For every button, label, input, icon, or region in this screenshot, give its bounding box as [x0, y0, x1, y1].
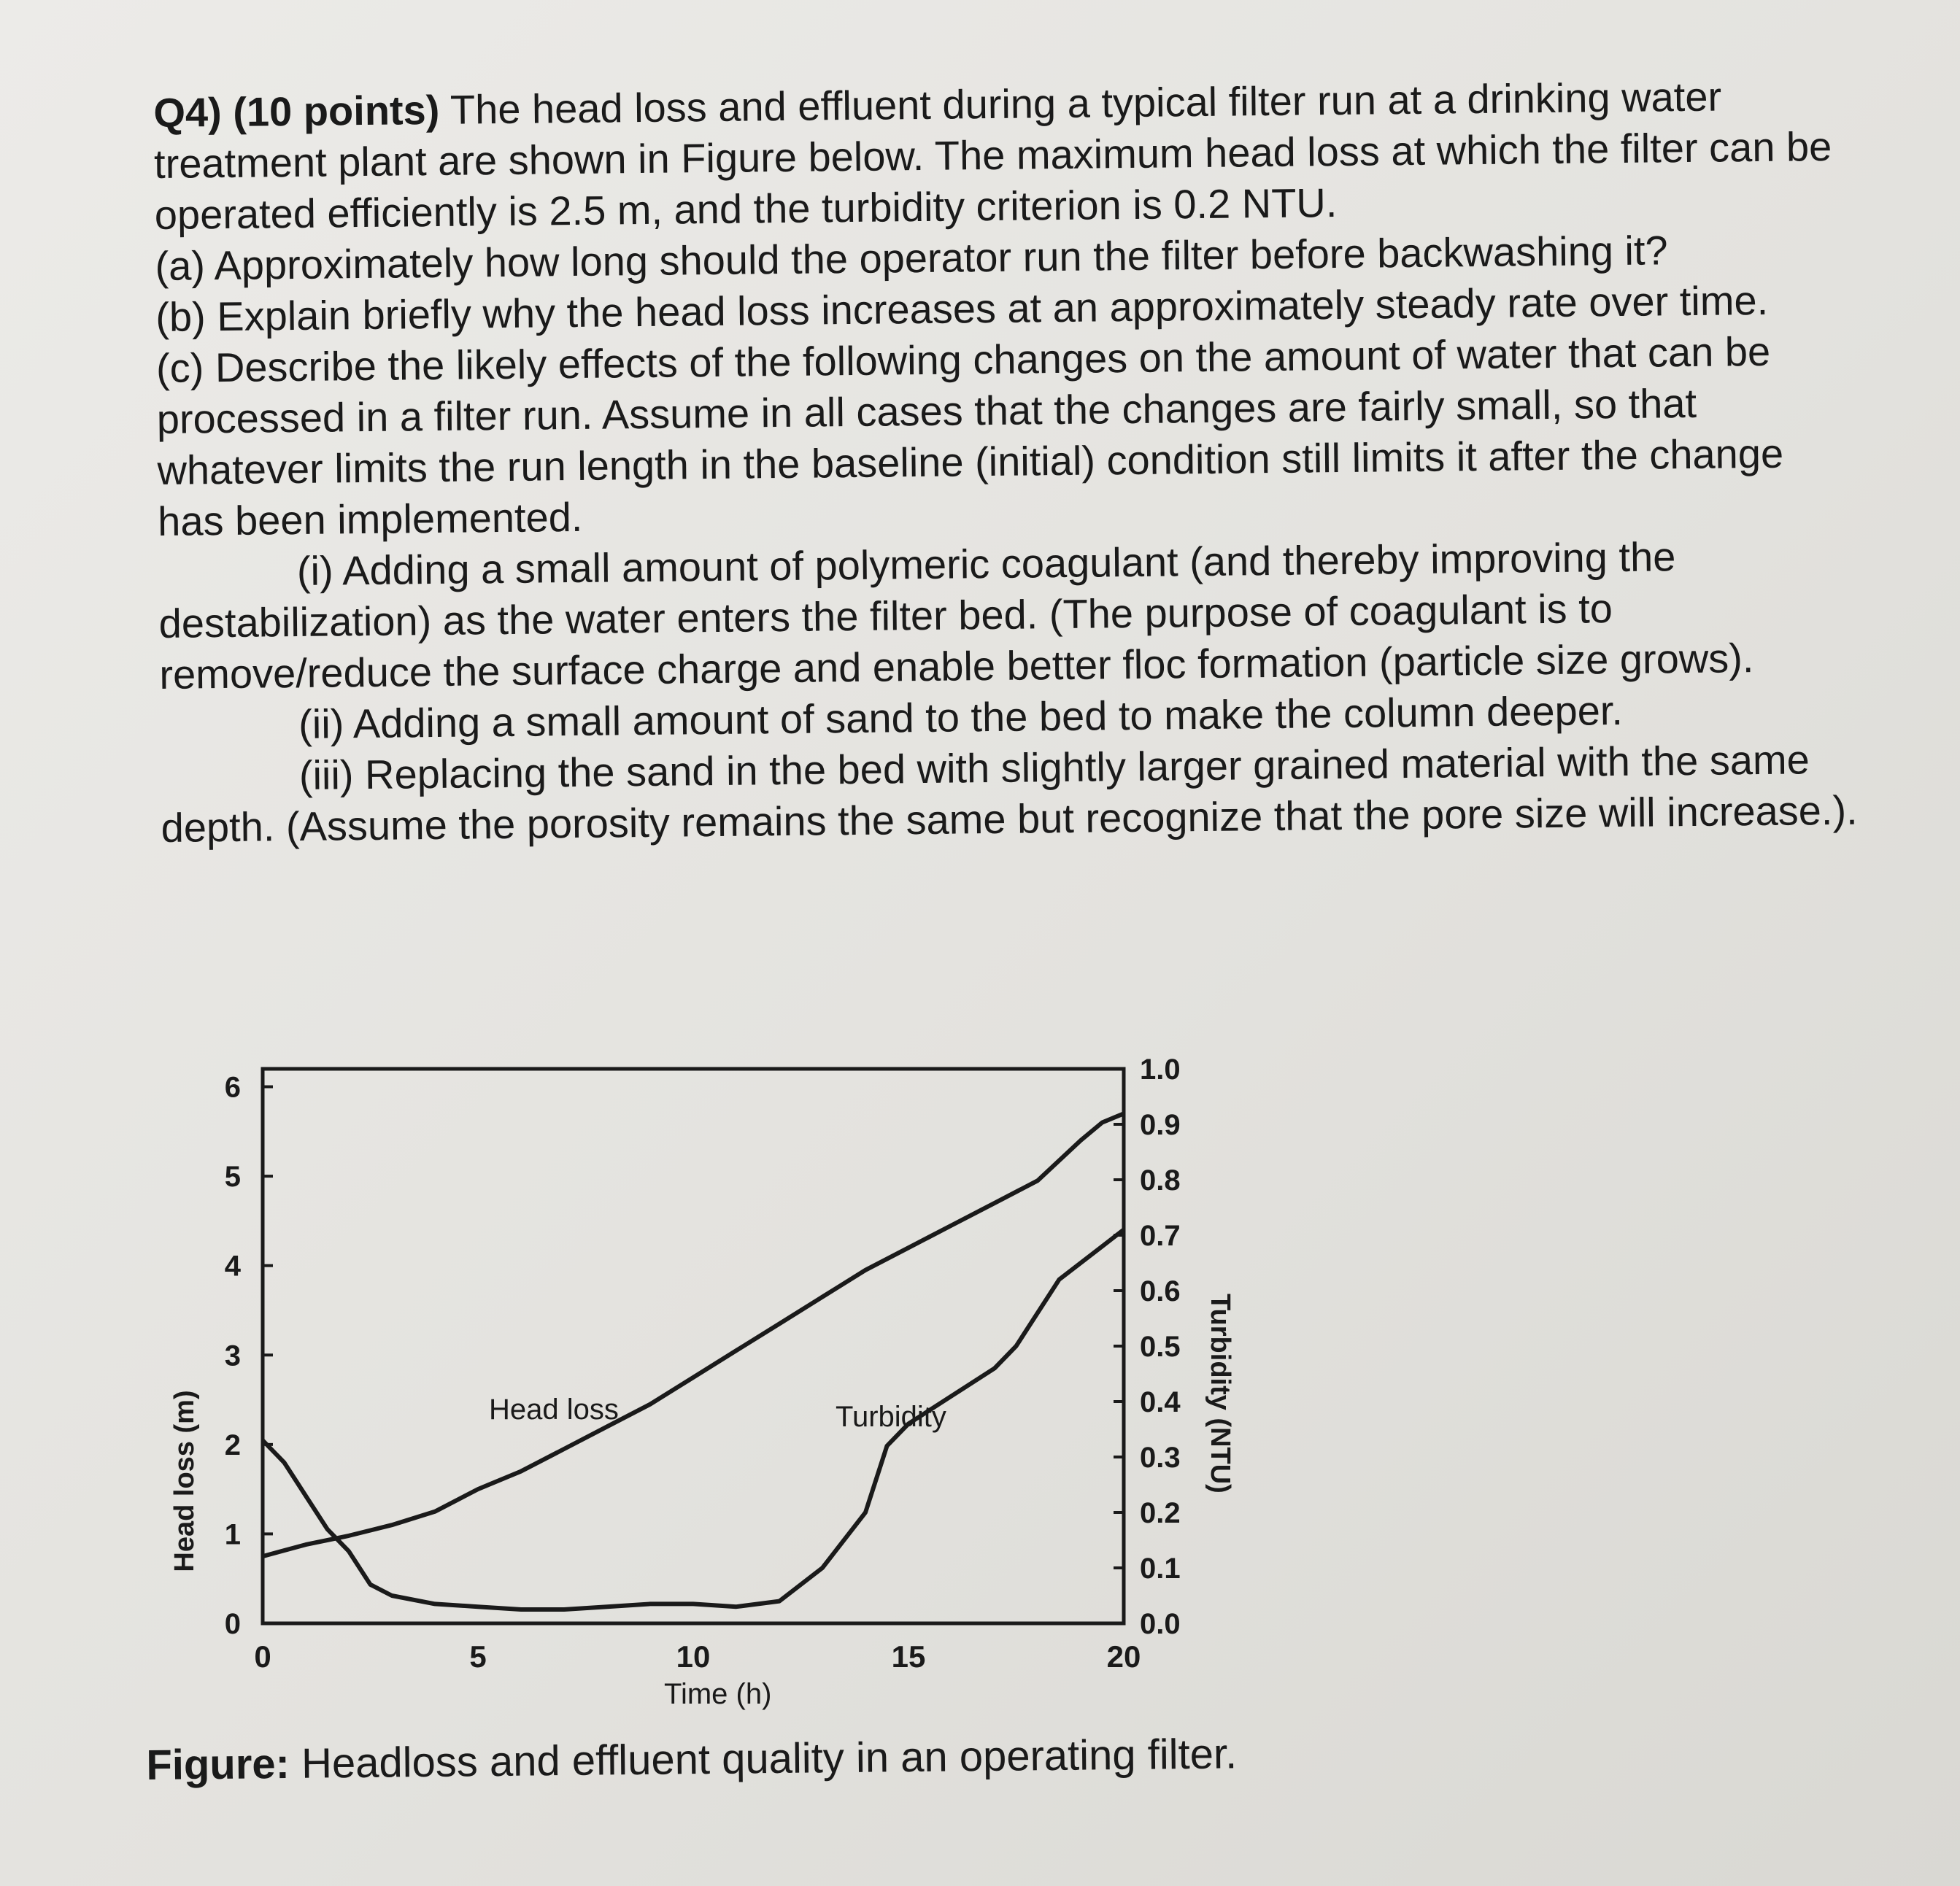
right-tick-label: 0.4 — [1140, 1386, 1181, 1418]
question-text — [153, 70, 1861, 854]
headloss-turbidity-chart — [139, 1036, 1350, 1729]
question-intro — [153, 70, 1855, 241]
head-loss-series-label: Head loss — [489, 1394, 619, 1426]
part-b: (b) Explain briefly why the head loss increases at an approximately steady rate over time. — [155, 277, 1769, 340]
left-tick-label: 6 — [224, 1071, 241, 1104]
right-tick-label: 0.8 — [1140, 1164, 1181, 1197]
right-tick-label: 0.2 — [1140, 1497, 1181, 1529]
right-tick-label: 1.0 — [1140, 1054, 1181, 1086]
figure-caption-label: Figure: — [146, 1739, 290, 1789]
left-tick-label: 3 — [224, 1340, 241, 1372]
figure-caption — [146, 1728, 1238, 1791]
part-c-iii — [161, 734, 1861, 854]
part-c-i — [158, 530, 1860, 700]
left-tick-label: 0 — [224, 1608, 241, 1640]
right-tick-label: 0.9 — [1140, 1109, 1181, 1141]
head-loss-line — [263, 1113, 1124, 1556]
figure-caption-text: Headloss and effluent quality in an operating filter. — [301, 1730, 1238, 1788]
question-statement: The head loss and effluent during a typical filter run at a drinking water treatment plant are shown in Figure below. The maximum head loss at which the filter can be operated efficiently is 2.5 m, and the turbidity criterion is 0.2 NTU. — [153, 73, 1832, 238]
x-tick-label: 5 — [469, 1639, 487, 1674]
turbidity-line — [263, 1229, 1124, 1609]
part-c-i-text: (i) Adding a small amount of polymeric coagulant (and thereby improving the destabilization) as the water enters the filter bed. (The purpose of coagulant is to remove/reduce the surface charge and enable better floc formation (particle size grows). — [158, 533, 1754, 697]
left-tick-label: 4 — [224, 1250, 241, 1283]
filter-run-figure — [139, 1036, 1350, 1729]
x-axis-ticks — [254, 1639, 1141, 1674]
plot-frame — [263, 1069, 1124, 1623]
left-axis-label: Head loss (m) — [169, 1390, 200, 1572]
x-tick-label: 15 — [891, 1639, 926, 1674]
left-tick-label: 5 — [224, 1161, 241, 1194]
right-tick-label: 0.0 — [1140, 1608, 1181, 1640]
right-axis-label: Turbidity (NTU) — [1205, 1294, 1235, 1493]
right-tick-label: 0.7 — [1140, 1220, 1181, 1252]
turbidity-series-label: Turbidity — [836, 1401, 946, 1433]
right-tick-label: 0.5 — [1140, 1331, 1181, 1363]
part-a: (a) Approximately how long should the operator run the filter before backwashing it? — [155, 227, 1668, 289]
x-tick-label: 10 — [676, 1639, 711, 1674]
left-tick-label: 1 — [224, 1518, 241, 1551]
x-tick-label: 20 — [1106, 1639, 1141, 1674]
left-tick-label: 2 — [224, 1429, 241, 1461]
part-c-ii: (ii) Adding a small amount of sand to the bed to make the column deeper. — [298, 687, 1624, 747]
right-tick-label: 0.3 — [1140, 1442, 1181, 1474]
x-axis-label: Time (h) — [664, 1678, 772, 1710]
right-tick-label: 0.6 — [1140, 1275, 1181, 1307]
x-tick-label: 0 — [254, 1639, 271, 1674]
question-points: (10 points) — [232, 86, 440, 135]
question-number: Q4) — [153, 89, 223, 136]
right-tick-label: 0.1 — [1140, 1553, 1181, 1585]
part-c-iii-text: (iii) Replacing the sand in the bed with slightly larger grained material with the same depth. (Assume the porosity remains the same but recognize that the pore size will increase.). — [161, 736, 1858, 851]
part-c: (c) Describe the likely effects of the following changes on the amount of water that can be processed in a filter run. Assume in all cases that the changes are fairly small, so that whatever limits the run length in the baseline (initial) condition still limits it after the change has been implemented. — [155, 328, 1784, 544]
